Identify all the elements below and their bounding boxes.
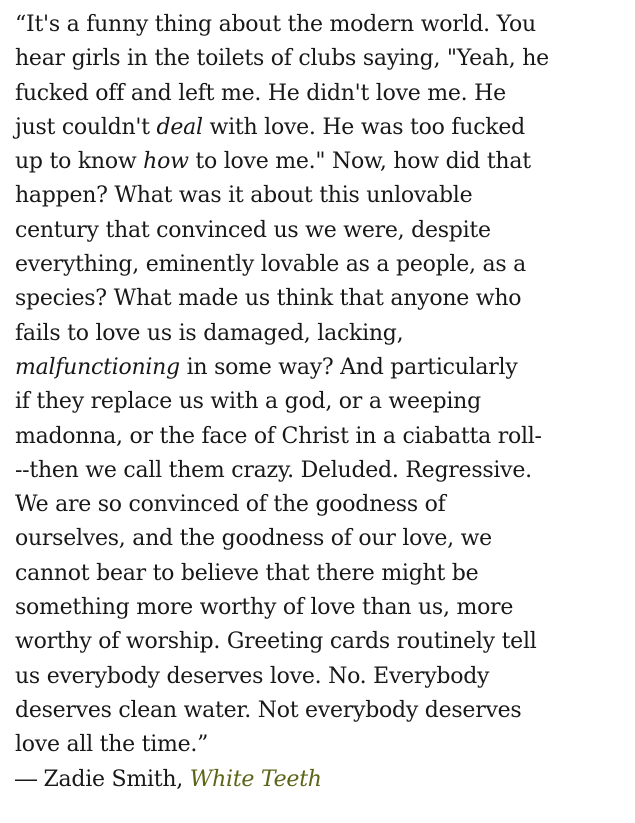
quote-line	[15, 385, 630, 419]
quote-segment: to love me." Now, how did that	[188, 149, 531, 175]
quote-line	[15, 557, 630, 591]
quote-segment: madonna, or the face of Christ in a ciabatta roll-	[15, 423, 542, 449]
quote-line	[15, 145, 630, 179]
quote-line	[15, 660, 630, 694]
quote-block	[15, 8, 630, 797]
quote-segment: cannot bear to believe that there might be	[15, 560, 479, 586]
quote-line	[15, 488, 630, 522]
quote-segment: in some way? And particularly	[179, 354, 518, 380]
quote-segment: We are so convinced of the goodness of	[15, 492, 446, 518]
author-name: Zadie Smith	[43, 766, 177, 792]
quote-segment: with love. He was too fucked	[202, 114, 525, 140]
quote-segment: hear girls in the toilets of clubs saying, "Yeah, he	[15, 46, 549, 72]
quote-segment: love all the time.”	[15, 732, 209, 758]
quote-segment: deserves clean water. Not everybody deserves	[15, 697, 522, 723]
quote-line	[15, 77, 630, 111]
book-title: White Teeth	[189, 766, 322, 792]
quote-segment: if they replace us with a god, or a weeping	[15, 389, 481, 415]
quote-line	[15, 522, 630, 556]
quote-segment: --then we call them crazy. Deluded. Regressive.	[15, 457, 532, 483]
quote-text	[15, 8, 630, 763]
quote-line	[15, 728, 630, 762]
quote-segment: worthy of worship. Greeting cards routinely tell	[15, 629, 537, 655]
quote-line	[15, 111, 630, 145]
quote-segment: ourselves, and the goodness of our love, we	[15, 526, 492, 552]
quote-line	[15, 179, 630, 213]
quote-line	[15, 625, 630, 659]
quote-emphasis: malfunctioning	[15, 354, 180, 380]
quote-segment: fails to love us is damaged, lacking,	[15, 320, 404, 346]
quote-segment: everything, eminently lovable as a people, as a	[15, 252, 526, 278]
quote-line	[15, 420, 630, 454]
quote-segment: “It's a funny thing about the modern world. You	[15, 12, 536, 37]
quote-line	[15, 317, 630, 351]
attribution-separator: ,	[176, 766, 184, 792]
quote-line	[15, 42, 630, 76]
quote-segment: fucked off and left me. He didn't love me. He	[15, 80, 506, 106]
quote-emphasis: how	[143, 149, 189, 175]
quote-segment: something more worthy of love than us, more	[15, 595, 514, 621]
quote-line	[15, 591, 630, 625]
quote-line	[15, 282, 630, 316]
quote-segment: up to know	[15, 149, 144, 175]
quote-line	[15, 214, 630, 248]
quote-segment: happen? What was it about this unlovable	[15, 183, 473, 209]
quote-emphasis: deal	[156, 114, 203, 140]
quote-line	[15, 351, 630, 385]
attribution-dash: ―	[15, 766, 37, 792]
quote-segment: species? What made us think that anyone who	[15, 286, 522, 312]
quote-segment: us everybody deserves love. No. Everybody	[15, 663, 490, 689]
quote-line	[15, 248, 630, 282]
attribution	[15, 763, 630, 797]
quote-line	[15, 454, 630, 488]
quote-line	[15, 694, 630, 728]
quote-segment: century that convinced us we were, despite	[15, 217, 491, 243]
quote-segment: just couldn't	[15, 114, 157, 140]
quote-line	[15, 8, 630, 42]
